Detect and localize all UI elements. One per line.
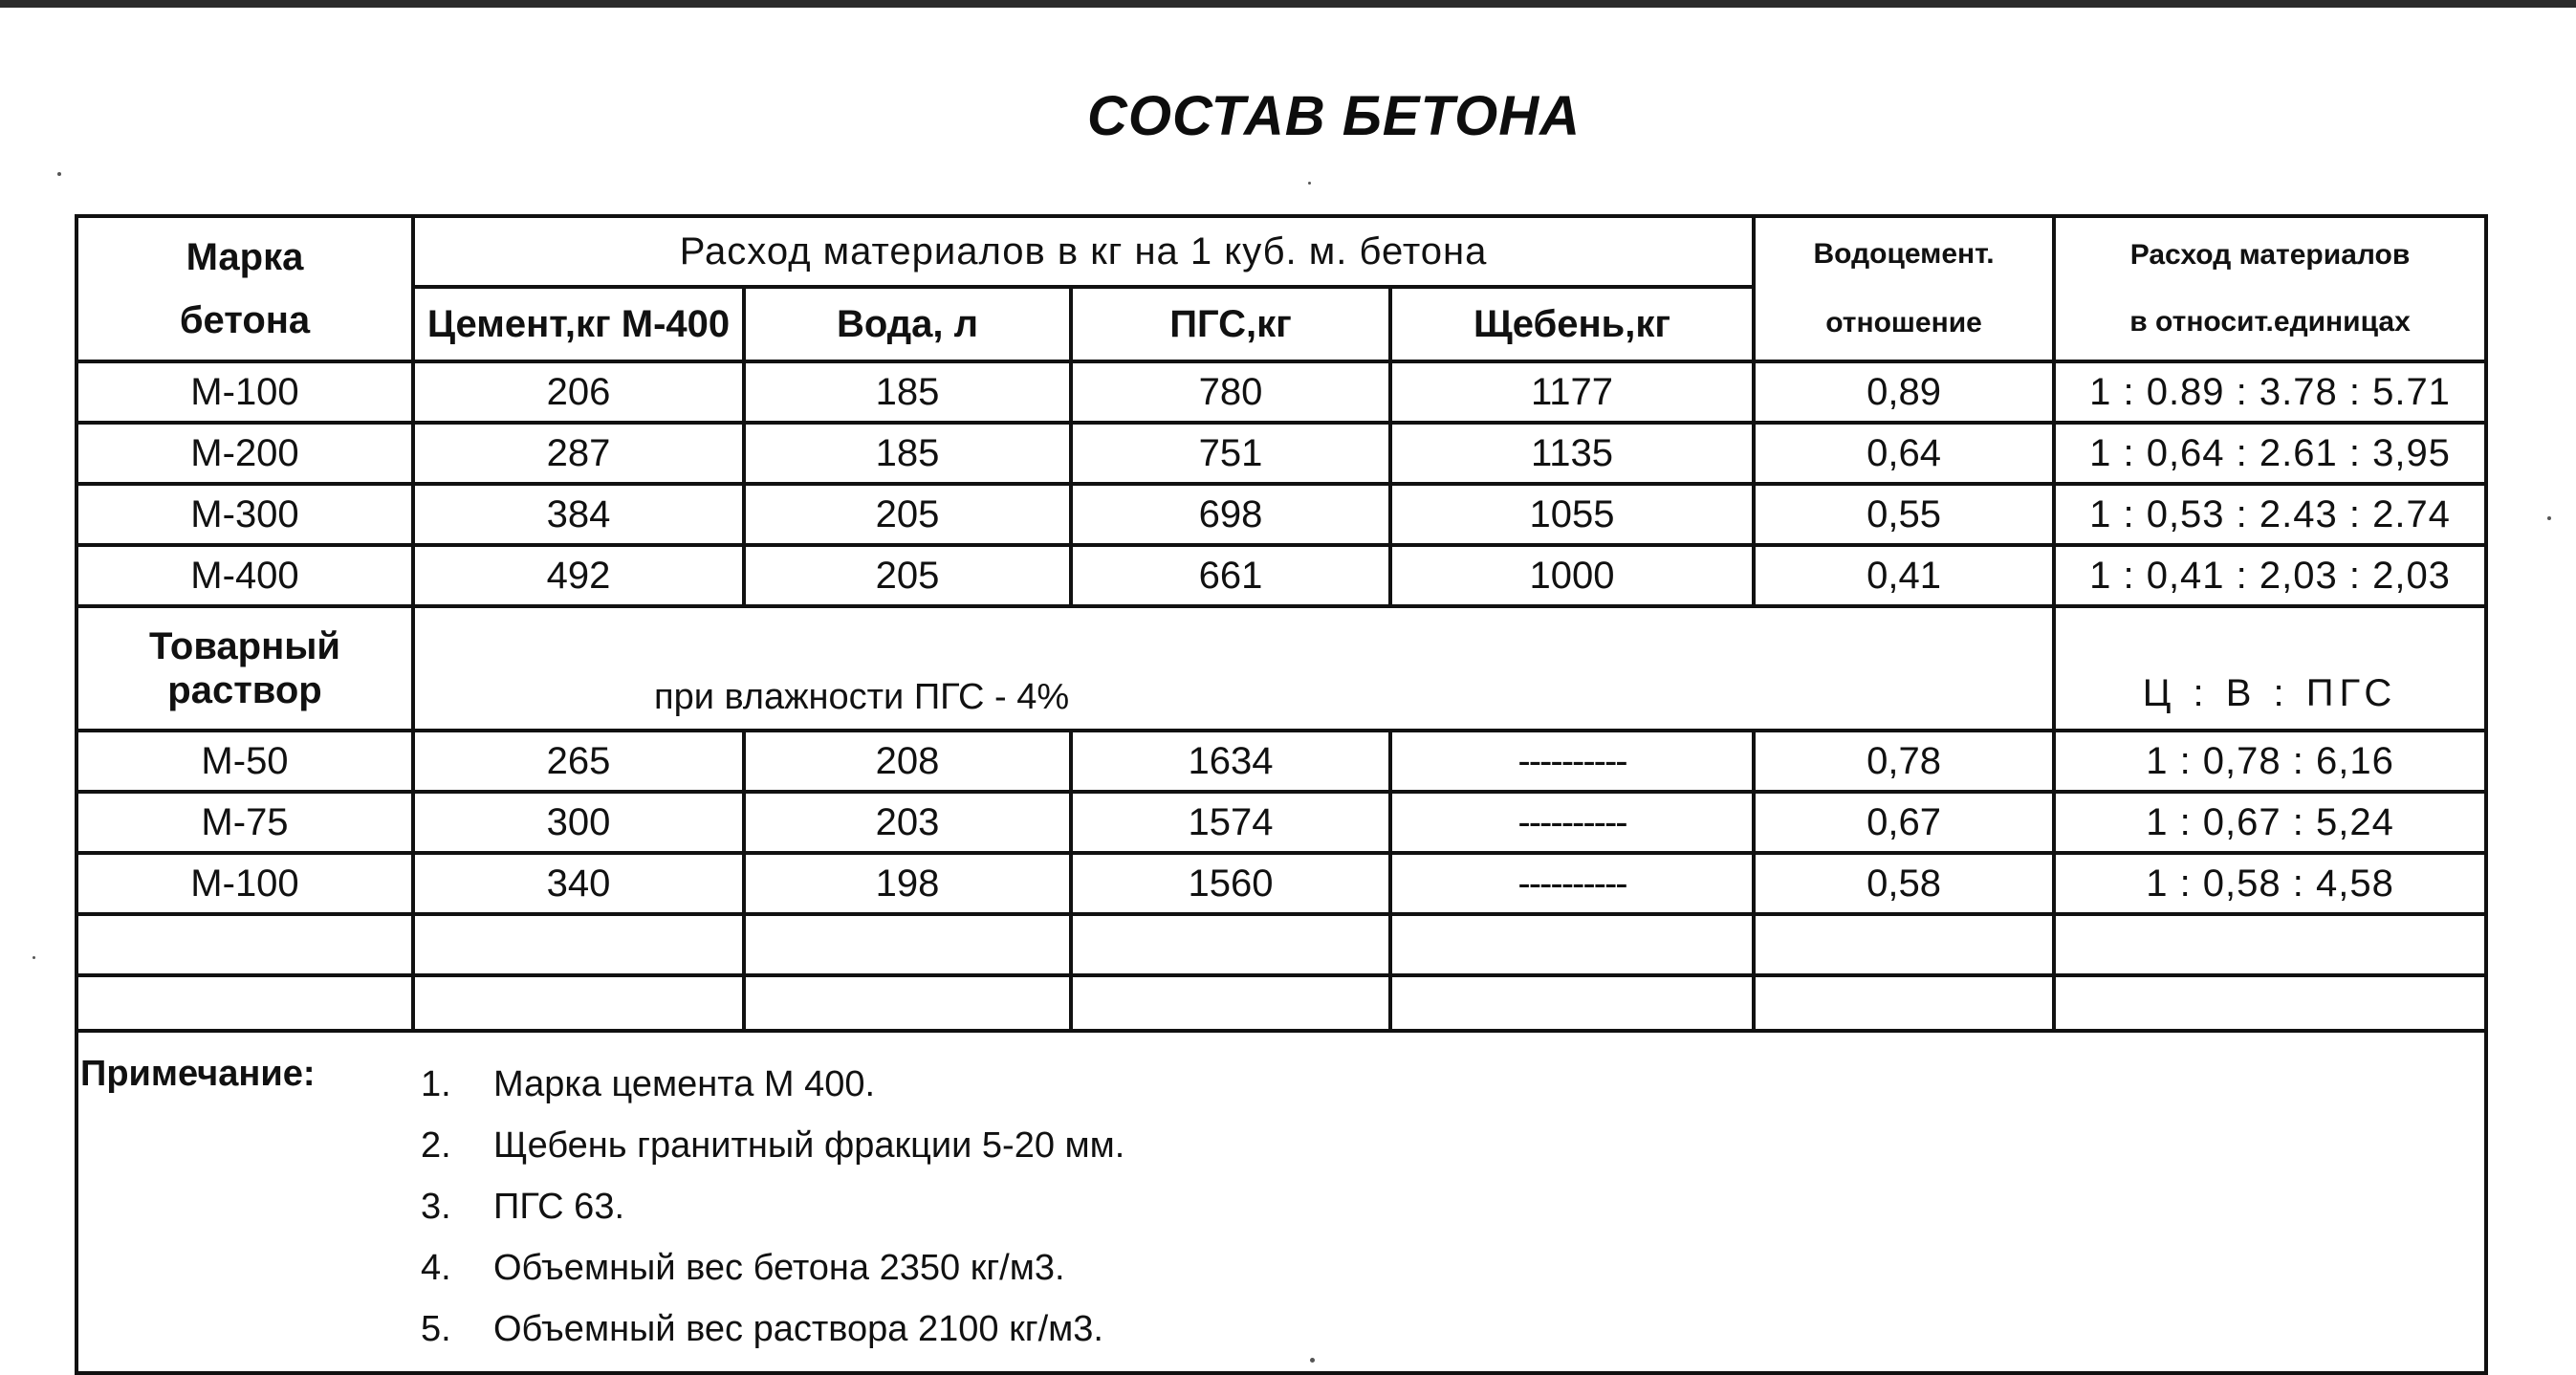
note-text: Щебень гранитный фракции 5-20 мм. [493,1125,1125,1166]
cement-header: Цемент,кг М-400 [413,287,744,361]
grade-header [76,216,413,361]
note-text: Марка цемента М 400. [493,1064,876,1104]
empty-cell [2054,975,2486,1031]
grade-cell: М-200 [76,423,413,484]
note-item [421,1299,1124,1360]
grade-cell: М-100 [76,853,413,914]
table-row [76,792,2486,853]
gravel-cell: 1055 [1390,484,1754,545]
note-text: Объемный вес раствора 2100 кг/м3. [493,1309,1103,1349]
humidity-note: при влажности ПГС - 4% [413,606,2054,731]
note-text: Объемный вес бетона 2350 кг/м3. [493,1248,1065,1288]
table-row [76,484,2486,545]
pgs-cell: 698 [1071,484,1390,545]
pgs-cell: 1634 [1071,731,1390,792]
water-cell: 198 [744,853,1071,914]
grade-cell: М-100 [76,361,413,423]
gravel-cell: 1000 [1390,545,1754,606]
empty-row [76,975,2486,1031]
cement-cell: 287 [413,423,744,484]
water-header: Вода, л [744,287,1071,361]
grade-header-line1: Марка [186,236,304,278]
notes-label: Примечание: [80,1054,316,1094]
mortar-label-line1: Товарный [149,625,340,667]
scan-speck [1308,182,1311,185]
note-number: 5. [421,1309,451,1349]
wc-cell: 0,58 [1754,853,2054,914]
notes-row [76,1031,2486,1373]
empty-cell [76,914,413,975]
grade-cell: М-300 [76,484,413,545]
note-item [421,1176,1124,1237]
note-text: ПГС 63. [493,1187,625,1227]
empty-cell [1390,975,1754,1031]
wc-cell: 0,67 [1754,792,2054,853]
pgs-cell: 661 [1071,545,1390,606]
cement-cell: 265 [413,731,744,792]
wc-cell: 0,89 [1754,361,2054,423]
pgs-cell: 1574 [1071,792,1390,853]
note-number: 1. [421,1064,451,1104]
gravel-header: Щебень,кг [1390,287,1754,361]
pgs-header: ПГС,кг [1071,287,1390,361]
water-cell: 208 [744,731,1071,792]
relative-header-line2: в относит.единицах [2129,306,2411,338]
empty-row [76,914,2486,975]
scan-top-border [0,0,2576,8]
note-number: 2. [421,1125,451,1166]
grade-cell: М-50 [76,731,413,792]
consumption-header: Расход материалов в кг на 1 куб. м. бетона [413,216,1754,287]
water-cell: 205 [744,545,1071,606]
note-item [421,1237,1124,1299]
note-number: 4. [421,1248,451,1288]
cement-cell: 384 [413,484,744,545]
header-row-1 [76,216,2486,287]
grade-cell: М-75 [76,792,413,853]
gravel-cell: ---------- [1390,731,1754,792]
table-row [76,545,2486,606]
ratio-cell: 1 : 0,78 : 6,16 [2054,731,2486,792]
empty-cell [744,975,1071,1031]
mortar-label-line2: раствор [167,669,322,711]
empty-cell [2054,914,2486,975]
cement-cell: 206 [413,361,744,423]
ratio-cell: 1 : 0,58 : 4,58 [2054,853,2486,914]
wc-cell: 0,55 [1754,484,2054,545]
notes-section [76,1031,2486,1373]
water-cell: 185 [744,423,1071,484]
pgs-cell: 780 [1071,361,1390,423]
empty-cell [1071,975,1390,1031]
note-item [421,1054,1124,1115]
table-row [76,731,2486,792]
empty-cell [744,914,1071,975]
relative-units-header [2054,216,2486,361]
ratio-cell: 1 : 0,41 : 2,03 : 2,03 [2054,545,2486,606]
relative-header-line1: Расход материалов [2129,238,2411,271]
note-item [421,1115,1124,1176]
empty-cell [1390,914,1754,975]
cement-cell: 340 [413,853,744,914]
grade-cell: М-400 [76,545,413,606]
wc-header-line2: отношение [1825,307,1982,338]
water-cell: 185 [744,361,1071,423]
page-title: СОСТАВ БЕТОНА [1086,85,1582,147]
grade-header-line2: бетона [179,299,311,341]
cement-cell: 492 [413,545,744,606]
note-number: 3. [421,1187,451,1227]
gravel-cell: 1135 [1390,423,1754,484]
ratio-cell: 1 : 0,67 : 5,24 [2054,792,2486,853]
pgs-cell: 1560 [1071,853,1390,914]
wc-cell: 0,41 [1754,545,2054,606]
table-row [76,423,2486,484]
mortar-label [76,606,413,731]
empty-cell [1754,914,2054,975]
mortar-ratio-header: Ц : В : ПГС [2054,606,2486,731]
notes-list [421,1054,1124,1360]
ratio-cell: 1 : 0,53 : 2.43 : 2.74 [2054,484,2486,545]
empty-cell [76,975,413,1031]
cement-cell: 300 [413,792,744,853]
ratio-cell: 1 : 0.89 : 3.78 : 5.71 [2054,361,2486,423]
ratio-cell: 1 : 0,64 : 2.61 : 3,95 [2054,423,2486,484]
gravel-cell: 1177 [1390,361,1754,423]
wc-header-line1: Водоцемент. [1813,237,1995,270]
empty-cell [413,975,744,1031]
wc-cell: 0,64 [1754,423,2054,484]
concrete-composition-table [75,214,2488,1375]
empty-cell [413,914,744,975]
scan-speck [57,172,61,176]
water-cell: 205 [744,484,1071,545]
gravel-cell: ---------- [1390,853,1754,914]
wc-ratio-header [1754,216,2054,361]
table-row [76,361,2486,423]
scan-speck [2547,516,2551,520]
wc-cell: 0,78 [1754,731,2054,792]
empty-cell [1071,914,1390,975]
mortar-header-row [76,606,2486,731]
gravel-cell: ---------- [1390,792,1754,853]
table-row [76,853,2486,914]
scan-speck [33,956,35,959]
pgs-cell: 751 [1071,423,1390,484]
water-cell: 203 [744,792,1071,853]
empty-cell [1754,975,2054,1031]
scan-speck [1310,1358,1315,1363]
